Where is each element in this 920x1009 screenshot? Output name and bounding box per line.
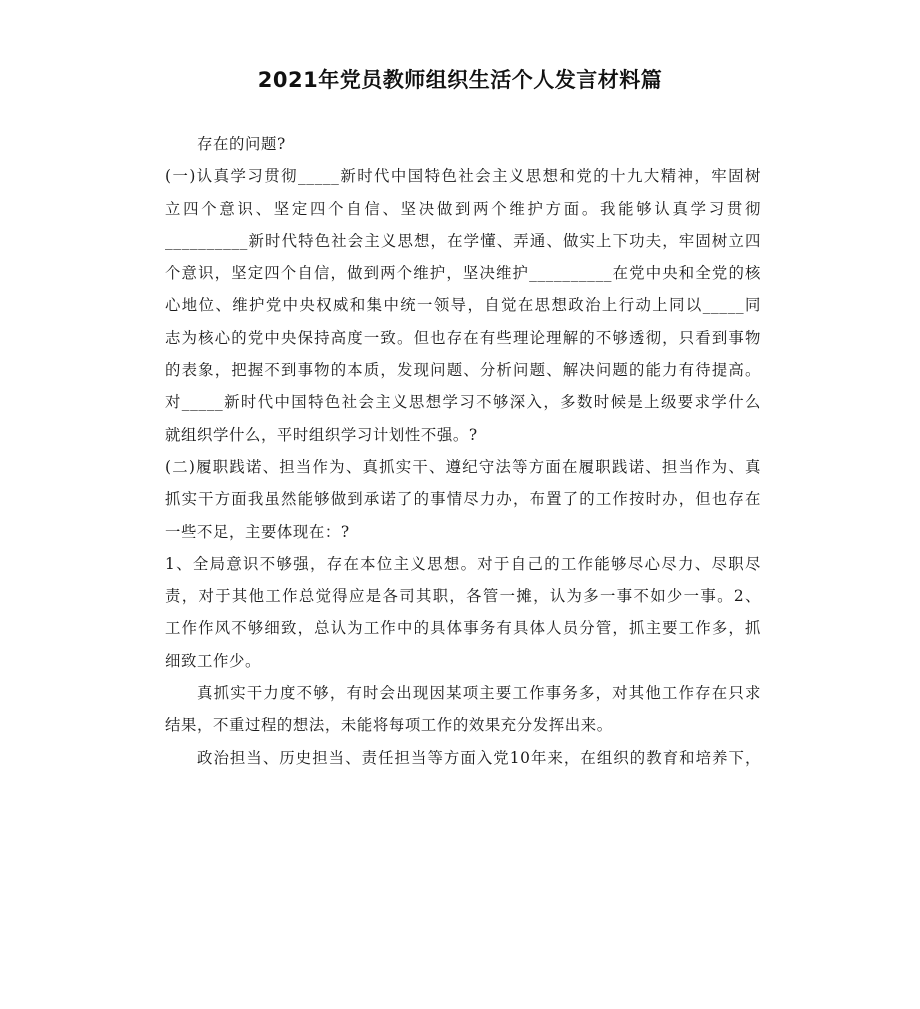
body-line: 政治担当、历史担当、责任担当等方面入党10年来，在组织的教育和培养下， bbox=[197, 748, 761, 767]
body-line: 的表象，把握不到事物的本质，发现问题、分析问题、解决问题的能力有待提高。 bbox=[165, 361, 761, 380]
body-line: 细致工作少。 bbox=[165, 651, 261, 670]
body-line: (一)认真学习贯彻_____新时代中国特色社会主义思想和党的十九大精神，牢固树 bbox=[165, 167, 761, 186]
body-line: 1、全局意识不够强，存在本位主义思想。对于自己的工作能够尽心尽力、尽职尽 bbox=[165, 554, 761, 573]
body-line: 存在的问题? bbox=[197, 135, 286, 153]
body-line: 心地位、维护党中央权威和集中统一领导，自觉在思想政治上行动上同以_____同 bbox=[165, 296, 761, 315]
body-line: 志为核心的党中央保持高度一致。但也存在有些理论理解的不够透彻，只看到事物 bbox=[165, 328, 761, 347]
body-line: __________新时代特色社会主义思想，在学懂、弄通、做实上下功夫，牢固树立四 bbox=[165, 231, 761, 250]
body-line: 抓实干方面我虽然能够做到承诺了的事情尽力办，布置了的工作按时办，但也存在 bbox=[165, 490, 761, 509]
body-line: 责，对于其他工作总觉得应是各司其职，各管一摊，认为多一事不如少一事。2、 bbox=[165, 587, 761, 606]
body-line: 就组织学什么，平时组织学习计划性不强。? bbox=[165, 425, 478, 444]
body-line: 工作作风不够细致，总认为工作中的具体事务有具体人员分管，抓主要工作多，抓 bbox=[165, 619, 761, 638]
body-line: 对_____新时代中国特色社会主义思想学习不够深入，多数时候是上级要求学什么 bbox=[165, 393, 761, 412]
document-body bbox=[165, 128, 761, 774]
document-title: 2021年党员教师组织生活个人发言材料篇 bbox=[257, 68, 663, 92]
body-line: 结果，不重过程的想法，未能将每项工作的效果充分发挥出来。 bbox=[165, 716, 613, 735]
body-line: 个意识，坚定四个自信，做到两个维护，坚决维护__________在党中央和全党的核 bbox=[165, 264, 761, 283]
body-line: 一些不足，主要体现在：? bbox=[165, 522, 350, 541]
body-line: (二)履职践诺、担当作为、真抓实干、遵纪守法等方面在履职践诺、担当作为、真 bbox=[165, 457, 761, 476]
body-line: 立四个意识、坚定四个自信、坚决做到两个维护方面。我能够认真学习贯彻 bbox=[165, 199, 761, 218]
body-line: 真抓实干力度不够，有时会出现因某项主要工作事务多，对其他工作存在只求 bbox=[197, 684, 761, 703]
